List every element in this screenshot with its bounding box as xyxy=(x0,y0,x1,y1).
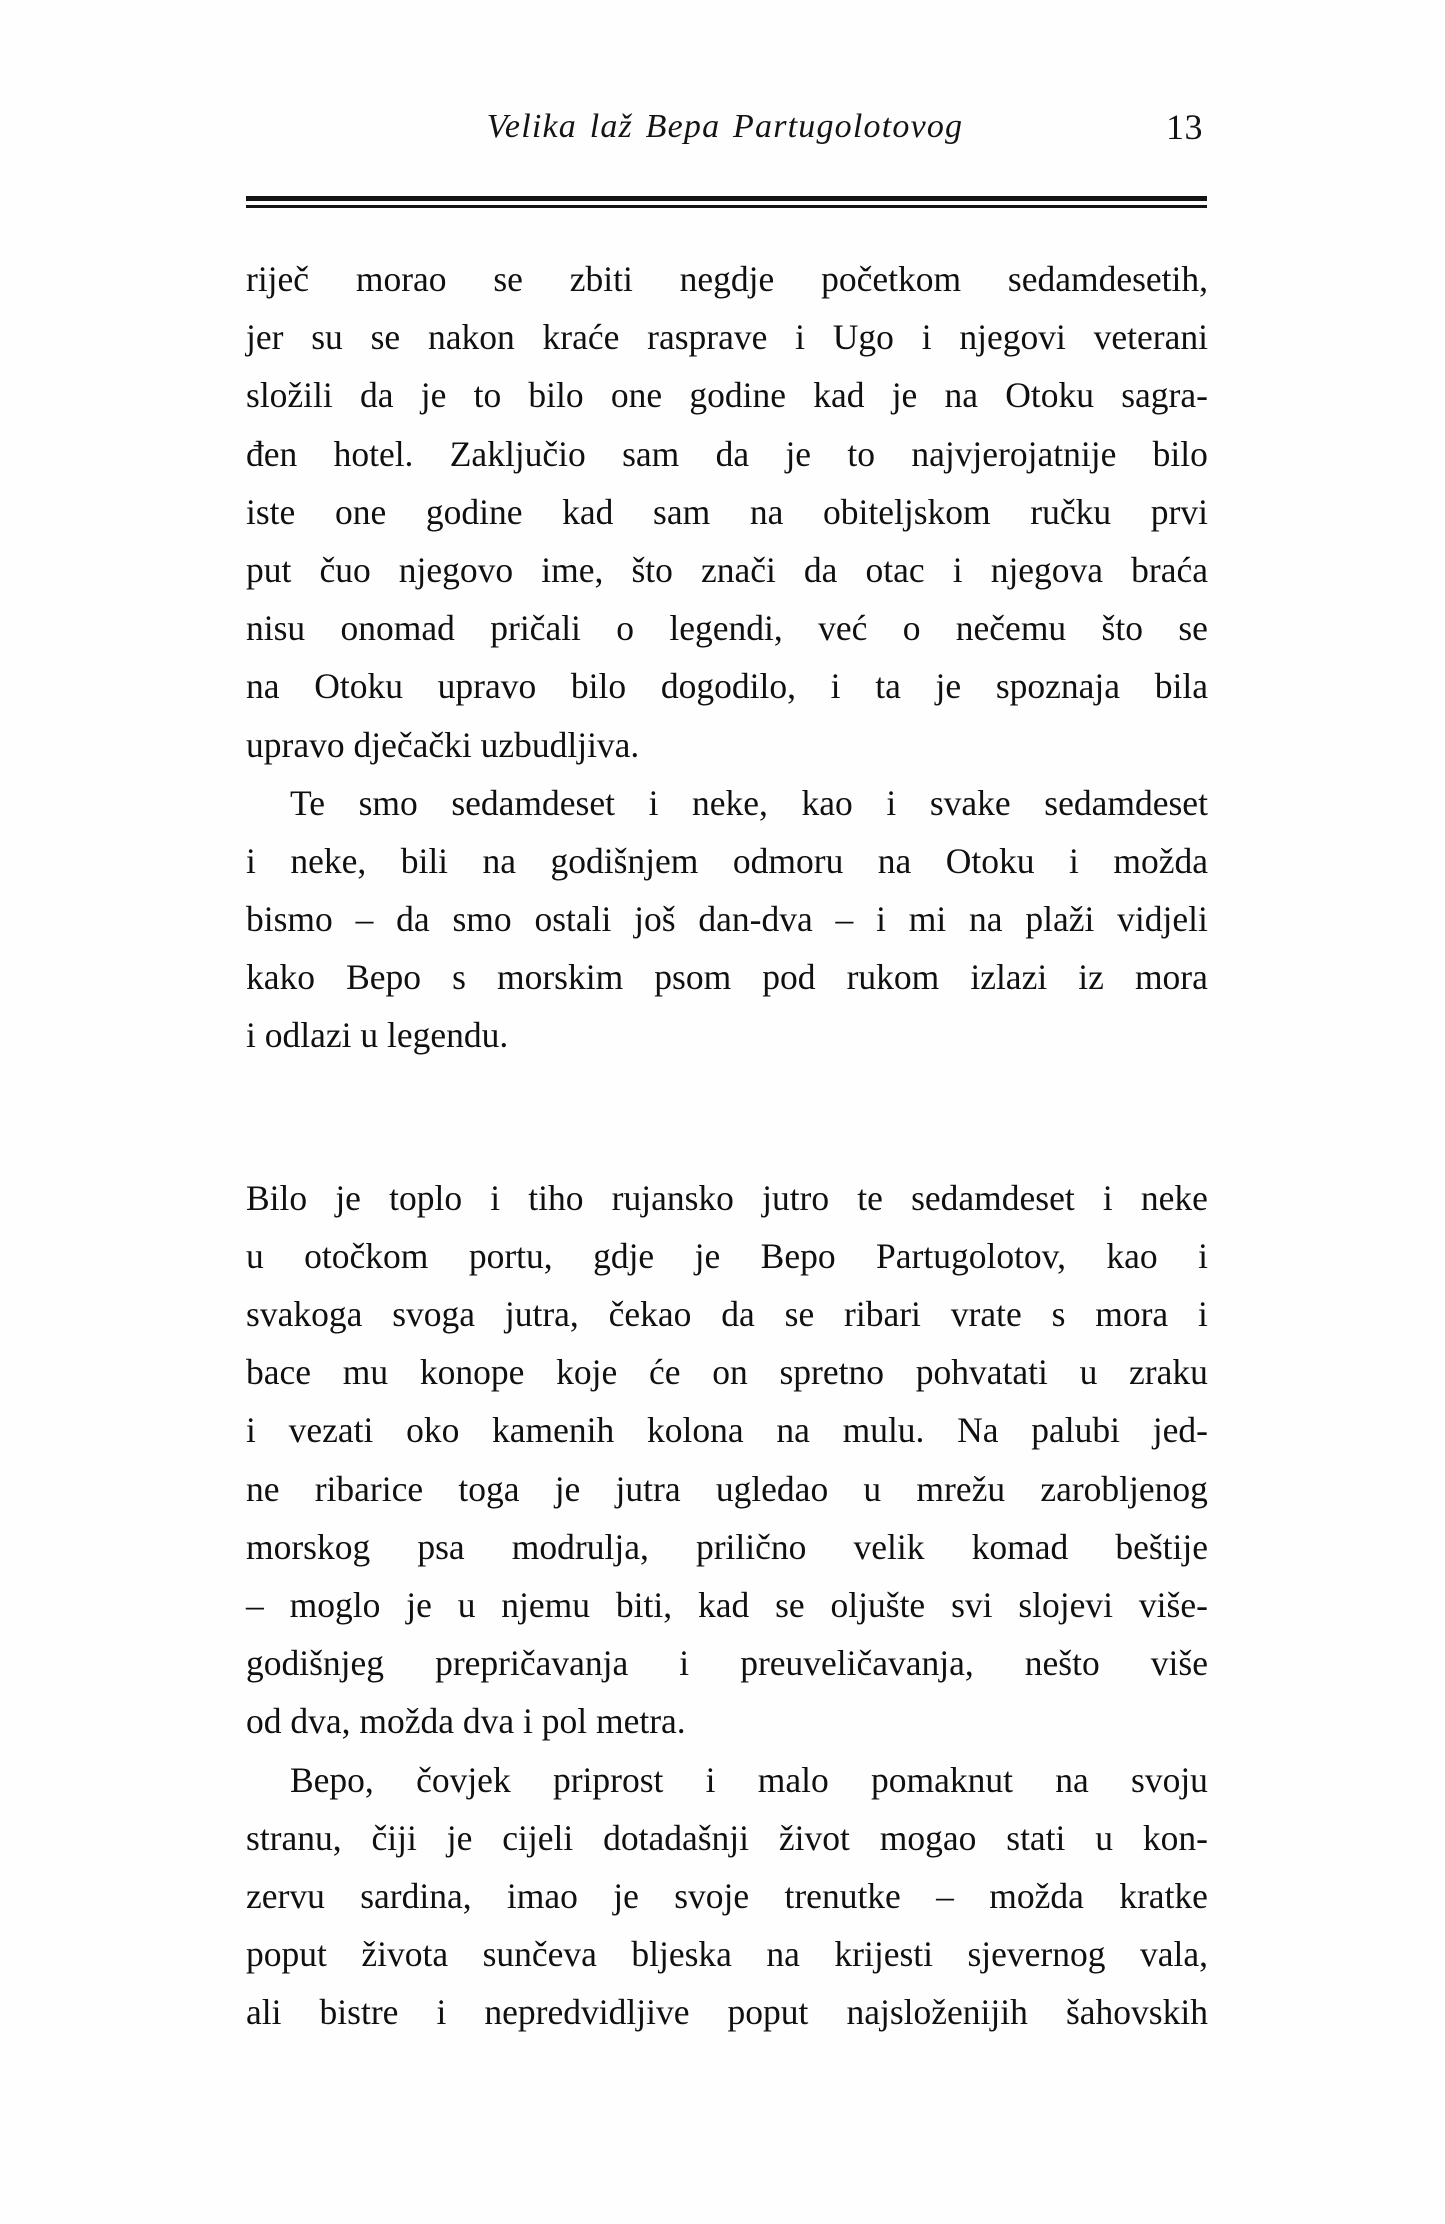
word: je xyxy=(554,1468,581,1509)
word: u xyxy=(246,1235,264,1276)
word: u xyxy=(863,1468,882,1509)
word: čuo xyxy=(319,549,371,590)
word: kad xyxy=(813,375,865,416)
word: – xyxy=(936,1875,954,1916)
word: toga xyxy=(458,1468,520,1509)
word: rujansko xyxy=(611,1177,734,1218)
word: obiteljskom xyxy=(823,491,991,532)
word: veterani xyxy=(1093,317,1208,358)
word: svoju xyxy=(1131,1759,1208,1800)
word: one xyxy=(610,375,663,416)
word: zarobljenog xyxy=(1040,1468,1208,1509)
word: na xyxy=(877,840,912,881)
text-line xyxy=(246,1576,1208,1634)
text-line xyxy=(246,1751,1208,1809)
word: smo xyxy=(358,782,418,823)
word: što xyxy=(1101,608,1143,649)
word: se xyxy=(493,259,523,299)
word: već xyxy=(818,608,868,649)
word: one xyxy=(334,491,387,532)
text-line: i odlazi u legendu. xyxy=(246,1015,509,1056)
word: na xyxy=(749,491,784,532)
word: psom xyxy=(654,957,732,998)
word: bace xyxy=(246,1352,312,1393)
word: njemu xyxy=(501,1584,591,1625)
word: svi xyxy=(951,1584,993,1625)
rule-thin xyxy=(246,205,1207,208)
word: gdje xyxy=(593,1235,655,1276)
word: kao xyxy=(1106,1235,1158,1276)
word: spretno xyxy=(779,1352,884,1393)
word: svakoga xyxy=(246,1294,363,1334)
word: i xyxy=(876,899,886,940)
word: jutra, xyxy=(504,1294,579,1334)
word: jutro xyxy=(762,1177,830,1218)
word: s xyxy=(1051,1294,1066,1334)
word: i xyxy=(436,1992,447,2033)
text-line xyxy=(246,483,1208,541)
word: kako xyxy=(246,957,316,998)
word: Bepo xyxy=(760,1235,836,1276)
body-text-block xyxy=(246,250,1208,2041)
word: o xyxy=(902,608,921,649)
word: je xyxy=(785,433,812,474)
word: sagra- xyxy=(1121,375,1208,416)
word: plaži xyxy=(1025,899,1095,940)
word: pod xyxy=(762,957,816,998)
word: jed- xyxy=(1152,1410,1208,1451)
word: godine xyxy=(425,491,523,532)
word: u xyxy=(1095,1817,1114,1858)
word: imao xyxy=(506,1875,578,1916)
word: i xyxy=(1069,840,1079,881)
text-line xyxy=(246,948,1208,1006)
text-line xyxy=(246,657,1208,715)
word: na xyxy=(1055,1759,1089,1800)
word: spoznaja xyxy=(995,666,1121,707)
word: smo xyxy=(452,899,512,940)
word: nakon xyxy=(427,317,515,358)
word: izlazi xyxy=(970,957,1048,998)
word: godišnjeg xyxy=(246,1643,385,1684)
word: njegova xyxy=(990,549,1104,590)
word: cijeli xyxy=(502,1817,574,1858)
word: vidjeli xyxy=(1117,899,1208,940)
word: nisu xyxy=(246,608,306,649)
word: prilično xyxy=(695,1526,807,1567)
word: ručku xyxy=(1030,491,1112,532)
word: oko xyxy=(406,1410,460,1451)
word: je xyxy=(935,666,962,707)
word: nečemu xyxy=(955,608,1067,649)
word: modrulja, xyxy=(511,1526,649,1567)
word: palubi xyxy=(1031,1410,1121,1451)
word: Partugolotov, xyxy=(876,1235,1066,1276)
word: na xyxy=(944,375,979,416)
word: ribari xyxy=(844,1294,921,1334)
word: da xyxy=(721,1294,755,1334)
word: vezati xyxy=(288,1410,374,1451)
word: kraće xyxy=(542,317,620,358)
word: na xyxy=(246,666,280,707)
word: otac xyxy=(865,549,925,590)
word: kolona xyxy=(647,1410,744,1451)
word: i xyxy=(490,1177,501,1218)
word: krijesti xyxy=(834,1934,933,1975)
word: bistre xyxy=(319,1992,399,2033)
word: kao xyxy=(801,782,853,823)
word: svoje xyxy=(674,1875,750,1916)
word: bljeska xyxy=(631,1934,732,1975)
word: na xyxy=(482,840,517,881)
word: mrežu xyxy=(916,1468,1006,1509)
paragraph xyxy=(246,1169,1208,1751)
text-line xyxy=(246,599,1208,657)
word: se xyxy=(784,1294,815,1334)
word: komad xyxy=(971,1526,1069,1567)
word: tiho xyxy=(528,1177,584,1218)
word: najvjerojatnije xyxy=(911,433,1117,474)
word: je xyxy=(446,1817,473,1858)
text-line xyxy=(246,250,1208,308)
word: je xyxy=(335,1177,361,1218)
word: je xyxy=(694,1235,721,1276)
word: onomad xyxy=(340,608,455,649)
word: đen xyxy=(246,433,298,474)
word: on xyxy=(712,1352,748,1393)
text-line xyxy=(246,1285,1208,1343)
word: preuveličavanja, xyxy=(740,1643,974,1684)
word: da xyxy=(360,375,394,416)
word: jutra xyxy=(615,1468,681,1509)
word: morskim xyxy=(496,957,624,998)
word: to xyxy=(473,375,502,416)
word: više- xyxy=(1138,1584,1208,1625)
word: sedamdesetih, xyxy=(1007,259,1208,299)
text-line xyxy=(246,1518,1208,1576)
word: je xyxy=(406,1584,432,1625)
word: – xyxy=(355,899,374,940)
word: možda xyxy=(1113,840,1208,881)
word: i xyxy=(830,666,841,707)
word: bilo xyxy=(1152,433,1208,474)
word: zbiti xyxy=(569,259,633,299)
word: Otoku xyxy=(945,840,1035,881)
word: dan-dva xyxy=(698,899,813,940)
text-line xyxy=(246,890,1208,948)
word: ali xyxy=(246,1992,282,2033)
word: da xyxy=(803,549,838,590)
word: nešto xyxy=(1024,1643,1100,1684)
word: psa xyxy=(417,1526,465,1567)
word: više xyxy=(1150,1643,1208,1684)
word: Na xyxy=(957,1410,999,1451)
word: sam xyxy=(622,433,680,474)
word: u xyxy=(457,1584,476,1625)
word: najsloženijih xyxy=(846,1992,1028,2033)
word: pohvatati xyxy=(915,1352,1048,1393)
section-break xyxy=(246,1065,1208,1169)
word: čekao xyxy=(608,1294,692,1334)
word: bili xyxy=(400,840,449,881)
text-line xyxy=(246,1634,1208,1692)
word: riječ xyxy=(246,259,310,299)
word: sedamdeset xyxy=(911,1177,1075,1218)
word: još xyxy=(634,899,676,940)
running-head xyxy=(245,100,1205,170)
word: ime, xyxy=(541,549,604,590)
word: pričali xyxy=(490,608,581,649)
word: Ugo xyxy=(832,317,894,358)
word: i xyxy=(921,317,932,358)
word: sunčeva xyxy=(482,1934,597,1975)
word: prepričavanja xyxy=(435,1643,629,1684)
word: oljušte xyxy=(830,1584,926,1625)
word: rukom xyxy=(846,957,940,998)
word: početkom xyxy=(821,259,962,299)
text-line xyxy=(246,1809,1208,1867)
text-line xyxy=(246,308,1208,366)
word: portu, xyxy=(468,1235,553,1276)
word: iste xyxy=(246,491,296,532)
word: vrate xyxy=(950,1294,1022,1334)
text-line xyxy=(246,1983,1208,2041)
word: što xyxy=(631,549,673,590)
word: Te xyxy=(290,782,325,823)
word: te xyxy=(857,1177,883,1218)
word: – xyxy=(835,899,854,940)
word: put xyxy=(246,549,292,590)
text-line xyxy=(246,774,1208,832)
word: i xyxy=(795,317,806,358)
word: Bepo, xyxy=(290,1759,374,1800)
word: stranu, xyxy=(246,1817,342,1858)
text-line xyxy=(246,1227,1208,1285)
word: zervu xyxy=(246,1875,325,1916)
word: s xyxy=(452,957,466,998)
word: sam xyxy=(653,491,711,532)
word: rasprave xyxy=(647,317,768,358)
text-line xyxy=(246,425,1208,483)
word: ta xyxy=(875,666,901,707)
text-line xyxy=(246,832,1208,890)
word: konope xyxy=(419,1352,525,1393)
word: se xyxy=(775,1584,805,1625)
word: priprost xyxy=(552,1759,664,1800)
word: zraku xyxy=(1129,1352,1208,1393)
word: bila xyxy=(1154,666,1208,707)
word: možda xyxy=(989,1875,1084,1916)
word: upravo xyxy=(437,666,537,707)
word: njegovi xyxy=(959,317,1066,358)
word: moglo xyxy=(289,1584,381,1625)
word: da xyxy=(715,433,750,474)
word: složili xyxy=(246,375,333,416)
word: šahovskih xyxy=(1065,1992,1208,2033)
word: dotadašnji xyxy=(603,1817,750,1858)
word: i xyxy=(705,1759,716,1800)
word: bilo xyxy=(528,375,584,416)
word: ribarice xyxy=(314,1468,424,1509)
text-line xyxy=(246,1343,1208,1401)
header-double-rule xyxy=(246,196,1207,208)
word: odmoru xyxy=(732,840,844,881)
word: neke, xyxy=(290,840,367,881)
word: slojevi xyxy=(1018,1584,1114,1625)
word: Otoku xyxy=(1005,375,1095,416)
word: o xyxy=(616,608,635,649)
word: i xyxy=(1198,1294,1208,1334)
word: ugledao xyxy=(715,1468,829,1509)
word: i xyxy=(1102,1177,1113,1218)
word: i xyxy=(886,782,897,823)
text-line: od dva, možda dva i pol metra. xyxy=(246,1701,686,1742)
text-line xyxy=(246,1169,1208,1227)
paragraph xyxy=(246,250,1208,774)
word: mora xyxy=(1134,957,1208,998)
text-line xyxy=(246,1867,1208,1925)
word: nepredvidljive xyxy=(484,1992,690,2033)
word: na xyxy=(776,1410,810,1451)
word: koje xyxy=(556,1352,618,1393)
word: čovjek xyxy=(416,1759,511,1800)
text-line xyxy=(246,541,1208,599)
word: poput xyxy=(246,1934,327,1975)
word: legendi, xyxy=(669,608,783,649)
word: i xyxy=(246,1410,256,1451)
word: – xyxy=(246,1584,264,1625)
word: negdje xyxy=(679,259,775,299)
word: se xyxy=(370,317,401,358)
word: beštije xyxy=(1115,1526,1208,1567)
word: se xyxy=(1178,608,1208,649)
word: prvi xyxy=(1150,491,1208,532)
word: čiji xyxy=(371,1817,417,1858)
word: vala, xyxy=(1139,1934,1208,1975)
word: i xyxy=(246,840,256,881)
text-line xyxy=(246,1401,1208,1459)
word: ostali xyxy=(534,899,612,940)
word: će xyxy=(648,1352,681,1393)
word: i xyxy=(648,782,659,823)
word: Zaključio xyxy=(449,433,586,474)
word: kamenih xyxy=(492,1410,615,1451)
word: stati xyxy=(1006,1817,1066,1858)
word: godišnjem xyxy=(550,840,699,881)
running-head-title: Velika laž Bepa Partugolotovog xyxy=(486,108,964,145)
word: i xyxy=(1198,1235,1208,1276)
word: mi xyxy=(908,899,947,940)
word: pomaknut xyxy=(871,1759,1013,1800)
page-number: 13 xyxy=(1166,107,1203,147)
word: kad xyxy=(562,491,614,532)
word: i xyxy=(679,1643,690,1684)
word: svoga xyxy=(392,1294,476,1334)
text-line xyxy=(246,1460,1208,1518)
word: bilo xyxy=(570,666,627,707)
word: sardina, xyxy=(360,1875,472,1916)
word: mora xyxy=(1095,1294,1169,1334)
word: kad xyxy=(697,1584,750,1625)
word: bismo xyxy=(246,899,333,940)
word: trenutke xyxy=(784,1875,901,1916)
word: braća xyxy=(1131,549,1208,590)
word: kon- xyxy=(1142,1817,1208,1858)
word: znači xyxy=(700,549,776,590)
word: ne xyxy=(246,1468,280,1509)
word: je xyxy=(613,1875,639,1916)
word: su xyxy=(311,317,343,358)
word: Bepo xyxy=(346,957,422,998)
word: da xyxy=(396,899,430,940)
word: velik xyxy=(853,1526,925,1567)
paragraph xyxy=(246,1751,1208,2042)
word: kratke xyxy=(1119,1875,1208,1916)
word: Bilo xyxy=(246,1177,308,1218)
word: otočkom xyxy=(304,1235,429,1276)
word: života xyxy=(361,1934,449,1975)
word: malo xyxy=(757,1759,829,1800)
word: na xyxy=(766,1934,800,1975)
word: hotel. xyxy=(333,433,414,474)
word: sjevernog xyxy=(967,1934,1106,1975)
word: mogao xyxy=(879,1817,977,1858)
word: poput xyxy=(727,1992,809,2033)
word: je xyxy=(891,375,918,416)
word: neke, xyxy=(692,782,768,823)
word: neke xyxy=(1140,1177,1208,1218)
word: njegovo xyxy=(398,549,514,590)
text-line: upravo dječački uzbudljiva. xyxy=(246,724,640,765)
word: i xyxy=(952,549,963,590)
word: iz xyxy=(1078,957,1104,998)
word: toplo xyxy=(389,1177,463,1218)
word: na xyxy=(969,899,1003,940)
word: mu xyxy=(342,1352,389,1393)
word: mulu. xyxy=(842,1410,925,1451)
word: jer xyxy=(246,317,284,358)
word: morskog xyxy=(246,1526,371,1567)
word: sedamdeset xyxy=(451,782,615,823)
text-line xyxy=(246,366,1208,424)
paragraph xyxy=(246,774,1208,1065)
word: sedamdeset xyxy=(1044,782,1208,823)
word: dogodilo, xyxy=(660,666,796,707)
word: to xyxy=(847,433,875,474)
word: život xyxy=(778,1817,850,1858)
word: u xyxy=(1079,1352,1098,1393)
word: godine xyxy=(689,375,786,416)
word: morao xyxy=(355,259,447,299)
word: Otoku xyxy=(314,666,403,707)
text-line xyxy=(246,1925,1208,1983)
word: je xyxy=(420,375,447,416)
word: biti, xyxy=(615,1584,673,1625)
word: svake xyxy=(929,782,1011,823)
